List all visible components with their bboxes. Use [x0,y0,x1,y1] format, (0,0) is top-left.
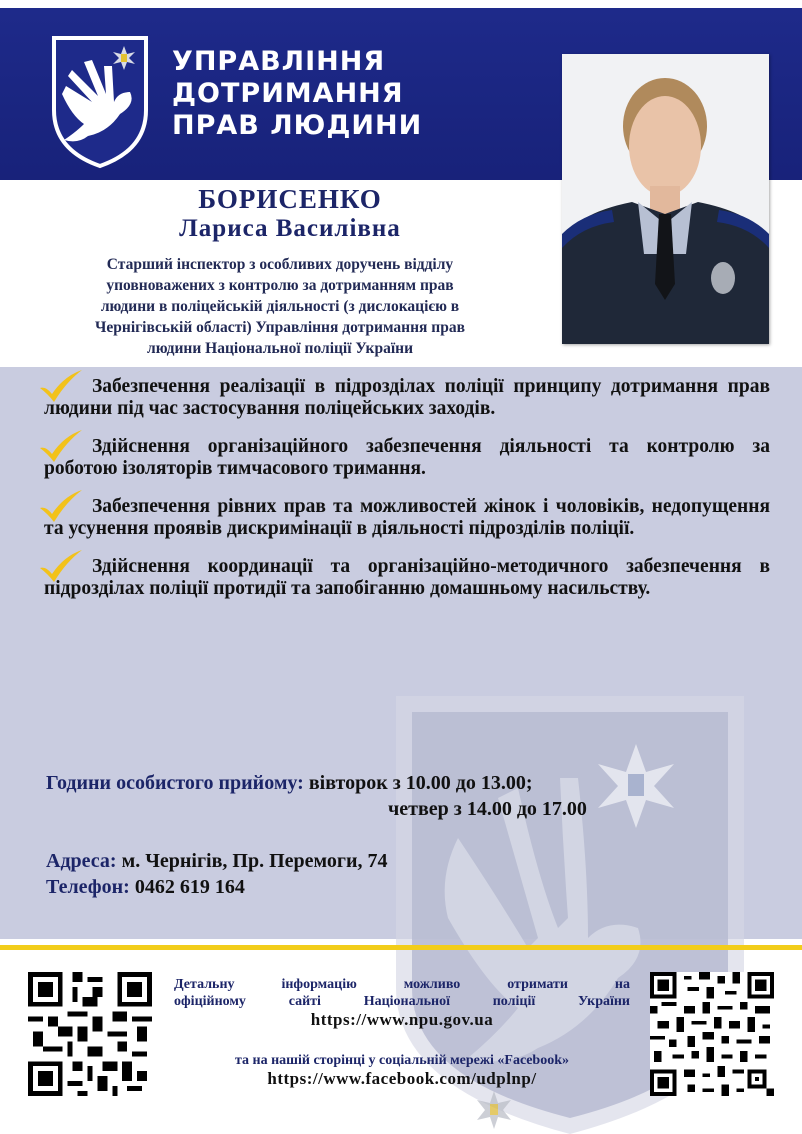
address-label: Адреса: [46,850,117,872]
address-row [46,848,388,874]
position-line: людини Національної поліції України [147,340,413,357]
contacts [46,848,388,900]
reception-line-2: четвер з 14.00 до 17.00 [388,798,587,820]
facebook-link[interactable]: https://www.facebook.com/udplnp/ [267,1069,537,1088]
duty-text: Забезпечення рівних прав та можливостей жінок і чоловіків, недопущення та усунення проявів дискримінації в діяльності підрозділів поліції. [44,496,770,539]
duty-item [44,496,770,540]
phone-row [46,874,388,900]
officer-name [40,184,540,244]
position-line: Чернігівській області) Управління дотримання прав [95,319,465,336]
duty-item [44,436,770,480]
position-line: людини в поліцейській діяльності (з дислокацією в [100,298,460,315]
duty-item [44,556,770,600]
yellow-divider [0,945,802,950]
qr-code-website-icon[interactable] [28,972,152,1096]
duties-list [44,376,770,616]
qr-code-facebook-icon[interactable] [650,972,774,1096]
duty-text: Здійснення координації та організаційно-методичного забезпечення в підрозділах поліції протидії та запобіганню домашньому насильству. [44,556,770,599]
logo-line: УПРАВЛІННЯ [172,46,386,77]
duty-text: Забезпечення реалізації в підрозділах поліції принципу дотримання прав людини під час застосування поліцейських заходів. [44,376,770,419]
check-icon [36,368,84,404]
portrait-image [562,54,769,344]
info-line-1: Детальну інформацію можливо отримати на [174,977,630,992]
check-icon [36,428,84,464]
address-value: м. Чернігів, Пр. Перемоги, 74 [121,850,388,872]
officer-position [20,254,540,359]
info-line-2: офіційному сайті Національної поліції України [174,994,630,1009]
phone-value[interactable]: 0462 619 164 [134,876,245,898]
officer-photo [562,54,769,344]
position-line: уповноважених з контролю за дотриманням прав [106,277,454,294]
footer-info [174,976,630,1089]
police-star-icon [474,1090,514,1130]
duty-text: Здійснення організаційного забезпечення діяльності та контролю за роботою ізоляторів тимчасового тримання. [44,436,770,479]
reception-line-1: вівторок з 10.00 до 13.00; [308,772,533,794]
website-link[interactable]: https://www.npu.gov.ua [310,1010,494,1029]
given-names: Лариса Василівна [179,215,401,242]
facebook-line: та на нашій сторінці у соціальній мережі «Facebook» [235,1053,569,1068]
surname: БОРИСЕНКО [198,184,382,214]
check-icon [36,548,84,584]
logo-line: ДОТРИМАННЯ [172,78,404,109]
check-icon [36,488,84,524]
human-rights-logo-icon [48,32,152,170]
phone-label: Телефон: [46,876,130,898]
reception-label: Години особистого прийому: [46,772,304,794]
reception-hours [46,770,587,820]
logo-line: ПРАВ ЛЮДИНИ [172,110,423,141]
position-line: Старший інспектор з особливих доручень відділу [106,256,454,273]
duty-item [44,376,770,420]
logo-title [172,46,422,142]
